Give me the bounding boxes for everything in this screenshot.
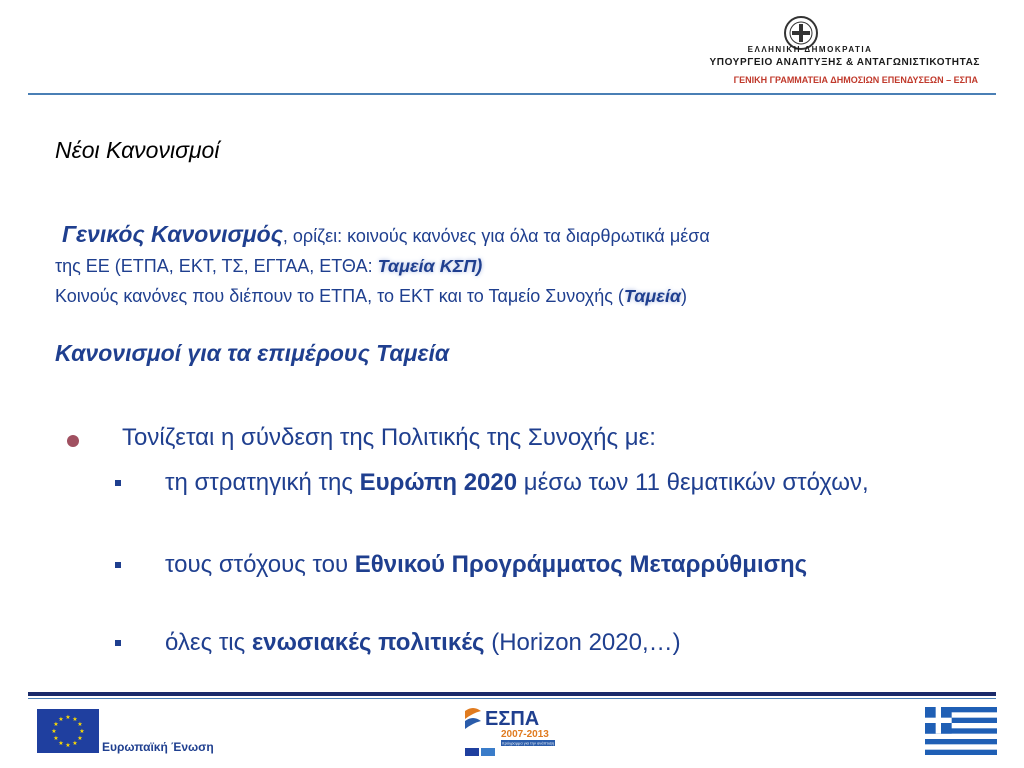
sub1-suffix: μέσω των 11 θεματικών στόχων, — [517, 469, 869, 496]
svg-text:★: ★ — [53, 735, 59, 742]
sub-bullet-reform-programme — [115, 548, 975, 581]
svg-text:★: ★ — [65, 742, 71, 749]
header-divider — [28, 93, 996, 95]
sub3-bold: ενωσιακές πολιτικές — [251, 629, 485, 656]
espa-years: 2007-2013 — [501, 729, 549, 740]
square-bullet-icon — [115, 562, 121, 568]
para-line2-prefix: της ΕΕ (ΕΤΠΑ, ΕΚΤ, ΤΣ, ΕΓΤΑΑ, ΕΤΘΑ: — [55, 256, 378, 276]
sub3-prefix: όλες τις — [165, 629, 252, 656]
general-regulation-term: Γενικός Κανονισμός — [62, 221, 283, 247]
sub2-bold: Εθνικού Προγράμματος Μεταρρύθμισης — [354, 551, 808, 578]
header-country: ΕΛΛΗΝΙΚΗ ΔΗΜΟΚΡΑΤΙΑ — [747, 45, 873, 54]
csf-funds-highlight: Ταμεία ΚΣΠ) — [377, 256, 483, 276]
sub3-suffix: (Horizon 2020,…) — [484, 629, 681, 656]
sub1-prefix: τη στρατηγική της — [165, 469, 360, 496]
main-bullet — [62, 424, 962, 452]
funds-highlight: Ταμεία — [623, 286, 682, 306]
svg-text:★: ★ — [72, 740, 78, 747]
svg-text:★: ★ — [53, 721, 59, 728]
svg-text:★: ★ — [77, 721, 83, 728]
svg-text:★: ★ — [77, 735, 83, 742]
section-title: Κανονισμοί για τα επιμέρους Ταμεία — [55, 340, 450, 366]
para-line3-prefix: Κοινούς κανόνες που διέπουν το ΕΤΠΑ, το ΕΚΤ και το Ταμείο Συνοχής ( — [55, 286, 624, 306]
slide-title: Νέοι Κανονισμοί — [55, 137, 220, 163]
sub2-prefix: τους στόχους του — [165, 551, 355, 578]
svg-text:★: ★ — [79, 728, 85, 735]
footer-divider-thick — [28, 692, 996, 696]
sub-bullet-europe2020 — [115, 466, 975, 499]
eu-flag-icon — [37, 709, 99, 753]
main-bullet-text: Τονίζεται η σύνδεση της Πολιτικής της Συνοχής με: — [122, 424, 656, 451]
svg-text:★: ★ — [72, 716, 78, 723]
footer-divider-thin — [28, 698, 996, 699]
espa-tagline: πρόγραμμα για την ανάπτυξη — [501, 740, 555, 746]
general-regulation-paragraph — [55, 219, 955, 311]
square-bullet-icon — [115, 480, 121, 486]
sub1-bold: Ευρώπη 2020 — [359, 469, 518, 496]
greek-flag-icon — [925, 707, 997, 755]
espa-logo — [463, 705, 559, 757]
sub-bullet-union-policies — [115, 626, 975, 659]
bullet-dot-icon — [67, 435, 79, 447]
espa-title: ΕΣΠΑ — [485, 708, 540, 730]
svg-text:★: ★ — [58, 716, 64, 723]
header-ministry: ΥΠΟΥΡΓΕΙΟ ΑΝΑΠΤΥΞΗΣ & ΑΝΤΑΓΩΝΙΣΤΙΚΟΤΗΤΑΣ — [709, 57, 980, 68]
svg-text:★: ★ — [58, 740, 64, 747]
header-secretariat: ΓΕΝΙΚΗ ΓΡΑΜΜΑΤΕΙΑ ΔΗΜΟΣΙΩΝ ΕΠΕΝΔΥΣΕΩΝ – ΕΣΠΑ — [733, 75, 978, 85]
para-line1-rest: , ορίζει: κοινούς κανόνες για όλα τα διαρθρωτικά μέσα — [282, 226, 710, 246]
svg-text:★: ★ — [51, 728, 57, 735]
eu-label: Ευρωπαϊκή Ένωση — [102, 740, 214, 754]
square-bullet-icon — [115, 640, 121, 646]
para-line3-suffix: ) — [681, 286, 688, 306]
svg-text:★: ★ — [65, 714, 71, 721]
